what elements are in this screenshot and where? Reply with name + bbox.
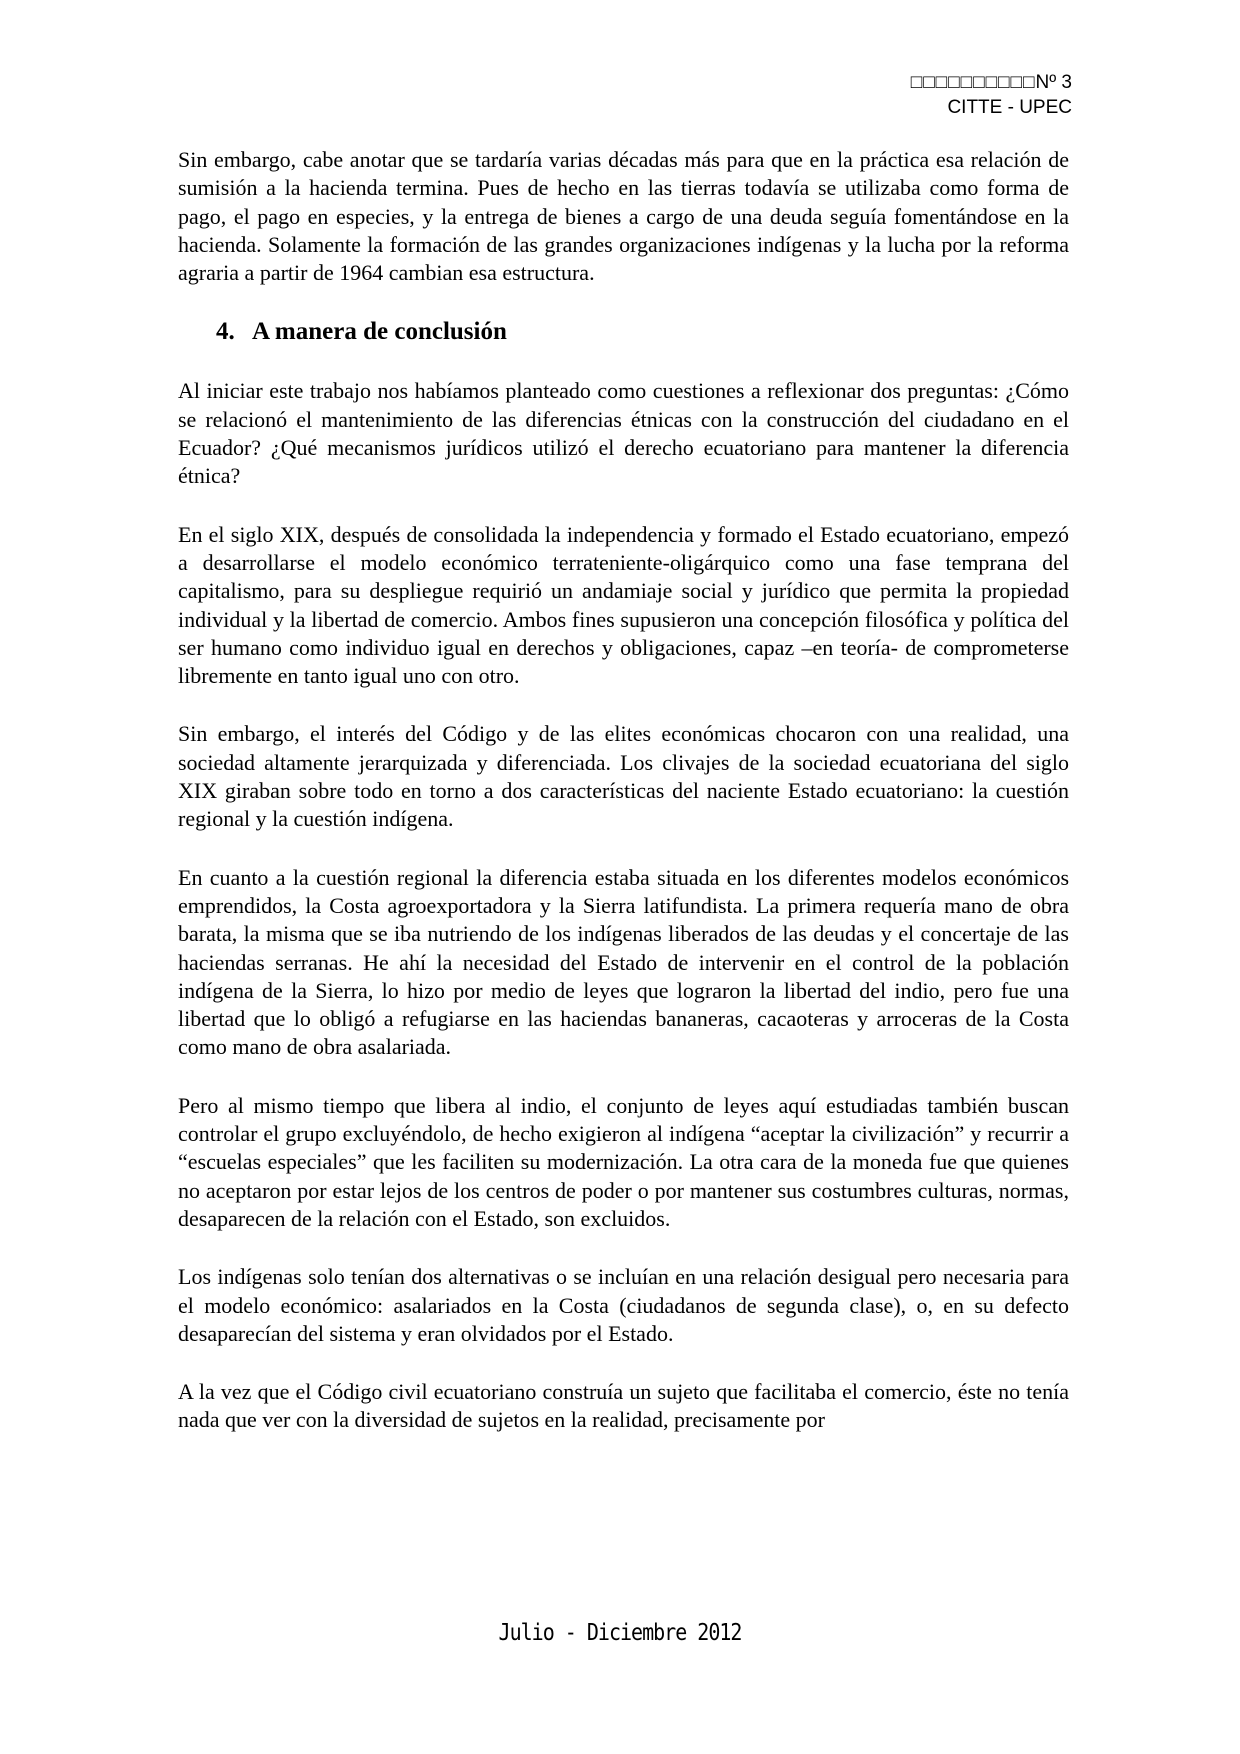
section-heading [216, 317, 1069, 347]
section-title: A manera de conclusión [252, 318, 507, 346]
running-footer: Julio - Diciembre 2012 [498, 1618, 742, 1646]
journal-line [911, 70, 1072, 95]
paragraph: Sin embargo, el interés del Código y de las elites económicas chocaron con una realidad, una sociedad altamente jerarquizada y diferenciada. Los clivajes de la sociedad ecuatoriana del siglo XIX giraban sobre todo en torno a dos características del naciente Estado ecuatoriano: la cuestión regional y la cuestión indígena. [178, 721, 1069, 832]
paragraph: En cuanto a la cuestión regional la diferencia estaba situada en los diferentes modelos económicos emprendidos, la Costa agroexportadora y la Sierra latifundista. La primera requería mano de obra barata, la misma que se iba nutriendo de los indígenas liberados de las deudas y el concertaje de las haciendas serranas. He ahí la necesidad del Estado de intervenir en el control de la población indígena de la Sierra, lo hizo por medio de leyes que lograron la libertad del indio, pero fue una libertad que lo obligó a refugiarse en las haciendas bananeras, cacaoteras y arroceras de la Costa como mano de obra asalariada. [178, 864, 1069, 1060]
paragraph: Los indígenas solo tenían dos alternativas o se incluían en una relación desigual pero necesaria para el modelo económico: asalariados en la Costa (ciudadanos de segunda clase), o, en su defecto desaparecían del sistema y eran olvidados por el Estado. [178, 1264, 1069, 1346]
issue-number: Nº 3 [1035, 72, 1072, 93]
paragraph: Al iniciar este trabajo nos habíamos planteado como cuestiones a reflexionar dos preguntas: ¿Cómo se relacionó el mantenimiento de las diferencias étnicas con la construcción del ciudadano en el Ecuador? ¿Qué mecanismos jurídicos utilizó el derecho ecuatoriano para mantener la diferencia étnica? [178, 378, 1069, 489]
journal-name-glyphs: □□□□□□□□□□ [910, 72, 1036, 93]
body-text [178, 146, 1069, 1465]
institution-name: CITTE - UPEC [947, 97, 1072, 118]
running-header [911, 70, 1072, 120]
paragraph-intro: Sin embargo, cabe anotar que se tardaría varias décadas más para que en la práctica esa relación de sumisión a la hacienda termina. Pues de hecho en las tierras todavía se utilizaba como forma de pago, el pago en especies, y la entrega de bienes a cargo de una deuda seguía fomentándose en la hacienda. Solamente la formación de las grandes organizaciones indígenas y la lucha por la reforma agraria a partir de 1964 cambian esa estructura. [178, 147, 1069, 286]
paragraph: A la vez que el Código civil ecuatoriano construía un sujeto que facilitaba el comercio, éste no tenía nada que ver con la diversidad de sujetos en la realidad, precisamente por [178, 1379, 1069, 1433]
section-number: 4. [216, 318, 235, 346]
paragraph: En el siglo XIX, después de consolidada la independencia y formado el Estado ecuatoriano, empezó a desarrollarse el modelo económico terrateniente-oligárquico como una fase temprana del capitalismo, para su despliegue requirió un andamiaje social y jurídico que permita la propiedad individual y la libertad de comercio. Ambos fines supusieron una concepción filosófica y política del ser humano como individuo igual en derechos y obligaciones, capaz –en teoría- de comprometerse libremente en tanto igual uno con otro. [178, 521, 1069, 689]
paragraph: Pero al mismo tiempo que libera al indio, el conjunto de leyes aquí estudiadas también buscan controlar el grupo excluyéndolo, de hecho exigieron al indígena “aceptar la civilización” y recurrir a “escuelas especiales” que les faciliten su modernización. La otra cara de la moneda fue que quienes no aceptaron por estar lejos de los centros de poder o por mantener sus costumbres culturas, normas, desaparecen de la relación con el Estado, son excluidos. [178, 1092, 1069, 1231]
